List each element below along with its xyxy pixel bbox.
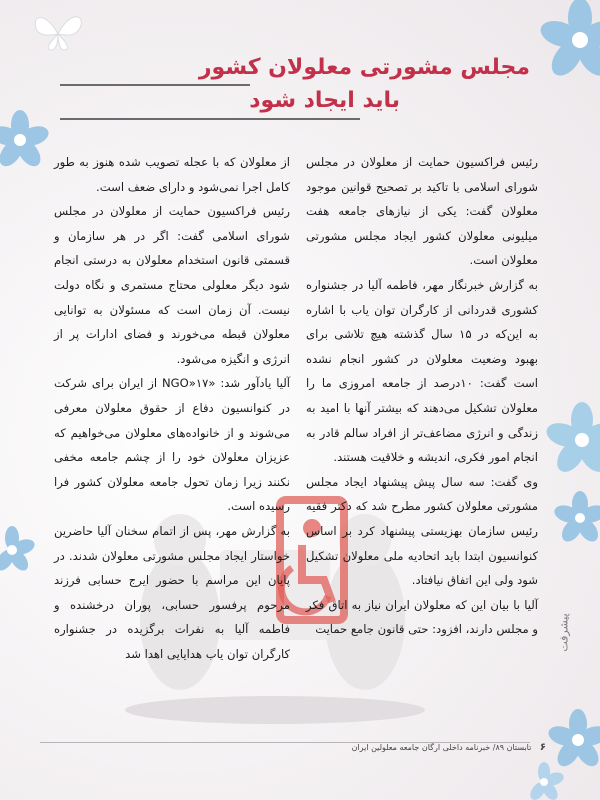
footer-text: تابستان ۸۹/ خبرنامه داخلی ارگان جامعه معلولین ایران	[351, 743, 532, 752]
paragraph: وی گفت: سه سال پیش پیشنهاد ایجاد مجلس مشورتی معلولان کشور مطرح شد که دکتر فقیه رئیس سازمان بهزیستی پیشنهاد کرد بر اساس کنوانسیون ابتدا باید اتحادیه ملی معلولان تشکیل شود ولی این اتفاق نیافتاد.	[306, 474, 538, 588]
paragraph: آلیا یادآور شد: «NGO»۱۷ از ایران برای شرکت در کنوانسیون دفاع از حقوق معلولان معرفی می‌شوند و از خانواده‌های معلولان می‌خواهیم که عزیزان معلولان خود را از چشم جامعه مخفی نکنند زیرا زمان تحول جامعه معلولان کشور فرا رسیده است.	[54, 376, 291, 514]
paragraph: به گزارش مهر، پس از اتمام سخنان آلیا حاضرین خواستار ایجاد مجلس مشورتی معلولان شدند. در پایان این مراسم با حضور ایرج حسابی فرزند مرحوم پرفسور حسابی، پوران درخشنده و فاطمه آلیا به نفرات برگزیده در جشنواره کارگران توان یاب هدایایی اهدا شد	[54, 523, 290, 661]
section-side-label	[552, 590, 572, 680]
side-label-text: پیشرفت	[557, 613, 571, 652]
flower-icon	[540, 0, 600, 90]
flower-icon	[0, 105, 50, 175]
flower-icon	[0, 520, 40, 580]
paragraph: رئیس فراکسیون حمایت از معلولان در مجلس شورای اسلامی با تاکید بر تصحیح قوانین موجود معلولان گفت: یکی از نیازهای جامعه هفت میلیونی معلولان کشور ایجاد مجلس مشورتی معلولان است.	[306, 155, 538, 268]
flower-cluster-icon	[540, 400, 600, 550]
page-footer	[336, 742, 546, 753]
paragraph: به گزارش خبرنگار مهر، فاطمه آلیا در جشنواره کشوری قدردانی از کارگران توان یاب با اشاره به این‌که در ۱۵ سال گذشته هیچ تلاشی برای بهبود وضعیت معلولان در کشور انجام نشده است گفت: ۱۰درصد از جامعه امروزی ما را معلولان تشکیل می‌دهند که بیشتر آنها با امید به زندگی و انرژی مضاعف‌تر از افراد سالم قادر به انجام امور فکری، اندیشه و خلاقیت هستند.	[306, 277, 538, 465]
paragraph: از معلولان که با عجله تصویب شده هنوز به طور کامل اجرا نمی‌شود و دارای ضعف است.	[54, 155, 290, 194]
title-rule	[60, 84, 250, 86]
paragraph: آلیا با بیان این که معلولان ایران نیاز به اتاق فکر و مجلس دارند، افزود: حتی قانون جامع حمایت	[306, 597, 538, 637]
page-number: ۶	[539, 742, 546, 753]
title-rule	[60, 118, 360, 120]
title-line-1: مجلس مشورتی معلولان کشور	[198, 55, 530, 80]
article-column-left	[54, 150, 290, 666]
butterfly-icon	[28, 6, 88, 56]
article-column-right	[306, 150, 538, 642]
paragraph: رئیس فراکسیون حمایت از معلولان در مجلس شورای اسلامی گفت: اگر در هر سازمان و قسمتی قانون استخدام معلولان به درستی انجام شود دیگر معلولی محتاج مستمری و نگاه دولت نیست. آن زمان است که مسئولان به توانایی معلولان قبطه می‌خورند و فضای ادارات پر از انرژی و انگیزه می‌شود.	[54, 204, 290, 366]
title-line-2: باید ایجاد شود	[249, 88, 400, 113]
